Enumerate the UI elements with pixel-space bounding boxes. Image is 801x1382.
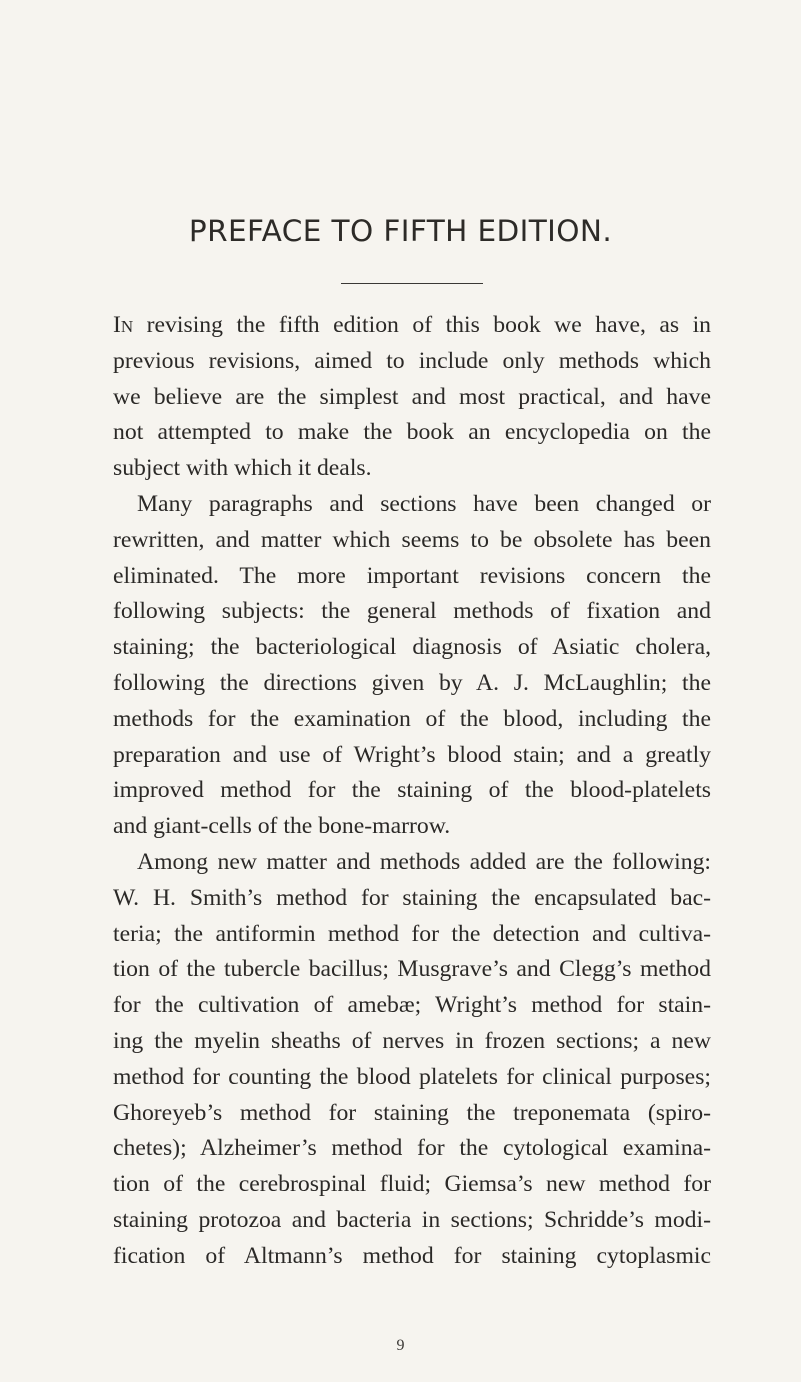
- paragraph-line: not attempted to make the book an encyclopedia on the: [113, 419, 711, 446]
- drop-word: In: [113, 312, 134, 338]
- paragraph-line: teria; the antiformin method for the detection and cultiva-: [113, 920, 711, 947]
- paragraph-line: method for counting the blood platelets for clinical purposes;: [113, 1063, 711, 1090]
- paragraph-line: chetes); Alzheimer’s method for the cytological examina-: [113, 1135, 711, 1162]
- paragraph-line: previous revisions, aimed to include only methods which: [113, 347, 711, 374]
- paragraph-line: staining; the bacteriological diagnosis of Asiatic cholera,: [113, 634, 711, 661]
- paragraph-line: for the cultivation of amebæ; Wright’s method for stain-: [113, 992, 711, 1019]
- paragraph-3: [113, 845, 711, 1275]
- preface-body: [113, 308, 711, 1275]
- title-divider: [341, 283, 483, 284]
- paragraph-line: we believe are the simplest and most practical, and have: [113, 383, 711, 410]
- paragraph-line: and giant-cells of the bone-marrow.: [113, 813, 451, 840]
- paragraph-line: improved method for the staining of the blood-platelets: [113, 777, 711, 804]
- page-number: 9: [396, 1337, 405, 1354]
- line-text: revising the fifth edition of this book we have, as in: [133, 312, 711, 338]
- paragraph-line: staining protozoa and bacteria in sections; Schridde’s modi-: [113, 1206, 711, 1233]
- paragraph-line: [113, 308, 711, 344]
- paragraph-line: tion of the tubercle bacillus; Musgrave’s and Clegg’s method: [113, 956, 711, 983]
- paragraph-line: tion of the cerebrospinal fluid; Giemsa’s new method for: [113, 1171, 711, 1198]
- paragraph-line: subject with which it deals.: [113, 455, 372, 482]
- paragraph-2: [113, 487, 711, 845]
- paragraph-1: [113, 308, 711, 487]
- paragraph-line: W. H. Smith’s method for staining the encapsulated bac-: [113, 884, 711, 911]
- paragraph-line: fication of Altmann’s method for staining cytoplasmic: [113, 1242, 711, 1269]
- paragraph-line: methods for the examination of the blood, including the: [113, 705, 711, 732]
- paragraph-line: following the directions given by A. J. McLaughlin; the: [113, 669, 711, 696]
- paragraph-line: eliminated. The more important revisions concern the: [113, 562, 711, 589]
- paragraph-line: Many paragraphs and sections have been changed or: [137, 490, 711, 517]
- page-title: PREFACE TO FIFTH EDITION.: [188, 214, 613, 248]
- paragraph-line: ing the myelin sheaths of nerves in frozen sections; a new: [113, 1027, 711, 1054]
- paragraph-line: Among new matter and methods added are the following:: [137, 848, 711, 875]
- paragraph-line: Ghoreyeb’s method for staining the treponemata (spiro-: [113, 1099, 711, 1126]
- paragraph-line: preparation and use of Wright’s blood stain; and a greatly: [113, 741, 711, 768]
- paragraph-line: rewritten, and matter which seems to be obsolete has been: [113, 526, 711, 553]
- paragraph-line: following subjects: the general methods of fixation and: [113, 598, 711, 625]
